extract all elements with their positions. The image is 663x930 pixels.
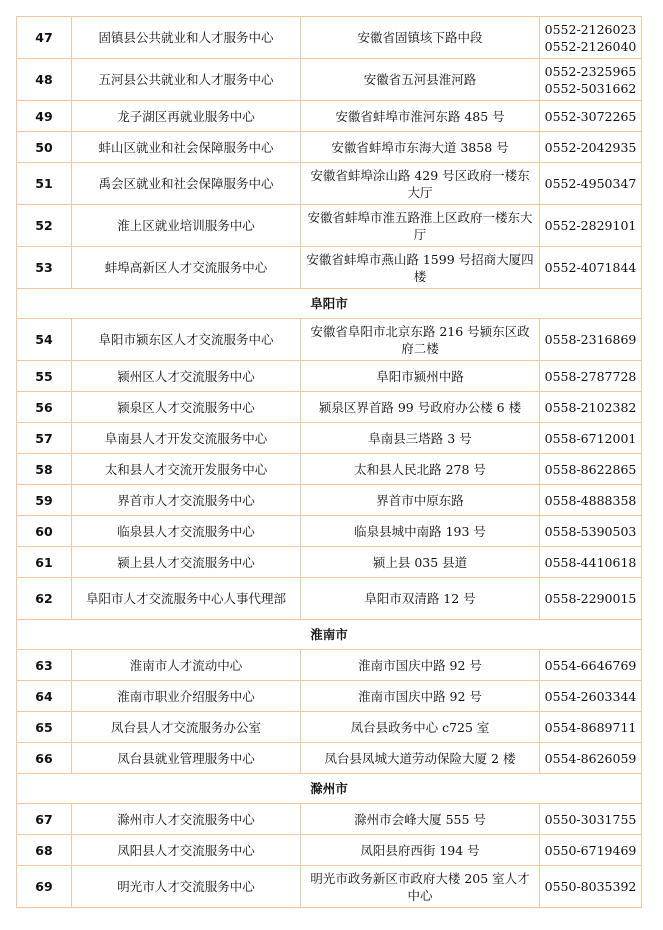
table-row (17, 804, 642, 835)
table-row (17, 485, 642, 516)
center-address: 凤台县政务中心 c725 室 (301, 712, 540, 743)
table-row (17, 423, 642, 454)
center-address: 明光市政务新区市政府大楼 205 室人才中心 (301, 866, 540, 908)
table-row (17, 319, 642, 361)
table-row (17, 743, 642, 774)
center-phone: 0552-2829101 (540, 205, 642, 247)
center-name: 固镇县公共就业和人才服务中心 (72, 17, 301, 59)
row-number: 61 (17, 547, 72, 578)
table-row (17, 835, 642, 866)
table-row (17, 59, 642, 101)
table-row (17, 392, 642, 423)
row-number: 56 (17, 392, 72, 423)
center-phone: 0552-2325965 0552-5031662 (540, 59, 642, 101)
table-row (17, 547, 642, 578)
row-number: 68 (17, 835, 72, 866)
table-row (17, 101, 642, 132)
center-phone: 0554-8689711 (540, 712, 642, 743)
center-name: 凤台县就业管理服务中心 (72, 743, 301, 774)
center-name: 明光市人才交流服务中心 (72, 866, 301, 908)
center-address: 太和县人民北路 278 号 (301, 454, 540, 485)
center-address: 颍泉区界首路 99 号政府办公楼 6 楼 (301, 392, 540, 423)
center-phone: 0552-4071844 (540, 247, 642, 289)
center-phone: 0550-8035392 (540, 866, 642, 908)
table-row (17, 247, 642, 289)
table-row (17, 454, 642, 485)
row-number: 57 (17, 423, 72, 454)
center-address: 凤台县凤城大道劳动保险大厦 2 楼 (301, 743, 540, 774)
center-address: 安徽省五河县淮河路 (301, 59, 540, 101)
center-name: 禹会区就业和社会保障服务中心 (72, 163, 301, 205)
center-phone: 0550-6719469 (540, 835, 642, 866)
table-row (17, 17, 642, 59)
row-number: 62 (17, 578, 72, 620)
center-name: 颍上县人才交流服务中心 (72, 547, 301, 578)
center-phone: 0558-4410618 (540, 547, 642, 578)
center-address: 界首市中原东路 (301, 485, 540, 516)
center-name: 淮上区就业培训服务中心 (72, 205, 301, 247)
center-phone: 0558-2102382 (540, 392, 642, 423)
row-number: 67 (17, 804, 72, 835)
table-row (17, 650, 642, 681)
city-section-title: 滁州市 (17, 774, 642, 804)
center-phone: 0552-2126023 0552-2126040 (540, 17, 642, 59)
row-number: 63 (17, 650, 72, 681)
center-name: 颍州区人才交流服务中心 (72, 361, 301, 392)
row-number: 47 (17, 17, 72, 59)
center-name: 临泉县人才交流服务中心 (72, 516, 301, 547)
row-number: 65 (17, 712, 72, 743)
row-number: 50 (17, 132, 72, 163)
center-phone: 0554-8626059 (540, 743, 642, 774)
center-address: 安徽省蚌埠市燕山路 1599 号招商大厦四楼 (301, 247, 540, 289)
table-row (17, 132, 642, 163)
center-name: 凤台县人才交流服务办公室 (72, 712, 301, 743)
row-number: 59 (17, 485, 72, 516)
table-row (17, 163, 642, 205)
table-row (17, 866, 642, 908)
center-address: 安徽省蚌埠市淮河东路 485 号 (301, 101, 540, 132)
center-phone: 0552-2042935 (540, 132, 642, 163)
center-phone: 0552-3072265 (540, 101, 642, 132)
row-number: 54 (17, 319, 72, 361)
center-address: 滁州市会峰大厦 555 号 (301, 804, 540, 835)
center-address: 阜阳市双清路 12 号 (301, 578, 540, 620)
center-name: 淮南市职业介绍服务中心 (72, 681, 301, 712)
center-name: 凤阳县人才交流服务中心 (72, 835, 301, 866)
center-name: 淮南市人才流动中心 (72, 650, 301, 681)
table-row (17, 361, 642, 392)
table-row (17, 205, 642, 247)
center-phone: 0550-3031755 (540, 804, 642, 835)
center-name: 界首市人才交流服务中心 (72, 485, 301, 516)
center-name: 龙子湖区再就业服务中心 (72, 101, 301, 132)
city-section-header (17, 289, 642, 319)
city-section-title: 阜阳市 (17, 289, 642, 319)
center-address: 临泉县城中南路 193 号 (301, 516, 540, 547)
center-phone: 0558-2290015 (540, 578, 642, 620)
center-address: 阜南县三塔路 3 号 (301, 423, 540, 454)
center-phone: 0558-2787728 (540, 361, 642, 392)
center-name: 五河县公共就业和人才服务中心 (72, 59, 301, 101)
row-number: 55 (17, 361, 72, 392)
row-number: 51 (17, 163, 72, 205)
row-number: 58 (17, 454, 72, 485)
center-name: 蚌埠高新区人才交流服务中心 (72, 247, 301, 289)
table-row (17, 681, 642, 712)
center-name: 阜阳市颍东区人才交流服务中心 (72, 319, 301, 361)
center-name: 蚌山区就业和社会保障服务中心 (72, 132, 301, 163)
row-number: 60 (17, 516, 72, 547)
city-section-header (17, 620, 642, 650)
row-number: 48 (17, 59, 72, 101)
city-section-header (17, 774, 642, 804)
center-phone: 0558-6712001 (540, 423, 642, 454)
table-row (17, 712, 642, 743)
center-address: 颍上县 035 县道 (301, 547, 540, 578)
table-row (17, 516, 642, 547)
center-address: 安徽省蚌埠市淮五路淮上区政府一楼东大厅 (301, 205, 540, 247)
center-address: 安徽省阜阳市北京东路 216 号颍东区政府二楼 (301, 319, 540, 361)
center-phone: 0558-2316869 (540, 319, 642, 361)
service-center-directory-table (16, 16, 642, 908)
row-number: 49 (17, 101, 72, 132)
center-address: 安徽省蚌埠市东海大道 3858 号 (301, 132, 540, 163)
center-address: 安徽省蚌埠涂山路 429 号区政府一楼东大厅 (301, 163, 540, 205)
row-number: 66 (17, 743, 72, 774)
center-address: 凤阳县府西街 194 号 (301, 835, 540, 866)
center-phone: 0558-5390503 (540, 516, 642, 547)
center-name: 颍泉区人才交流服务中心 (72, 392, 301, 423)
center-phone: 0554-2603344 (540, 681, 642, 712)
center-address: 淮南市国庆中路 92 号 (301, 681, 540, 712)
center-address: 阜阳市颍州中路 (301, 361, 540, 392)
center-name: 滁州市人才交流服务中心 (72, 804, 301, 835)
row-number: 53 (17, 247, 72, 289)
center-phone: 0552-4950347 (540, 163, 642, 205)
row-number: 69 (17, 866, 72, 908)
directory-table-body (17, 17, 642, 908)
city-section-title: 淮南市 (17, 620, 642, 650)
table-row (17, 578, 642, 620)
row-number: 64 (17, 681, 72, 712)
center-name: 阜阳市人才交流服务中心人事代理部 (72, 578, 301, 620)
center-phone: 0558-8622865 (540, 454, 642, 485)
center-address: 淮南市国庆中路 92 号 (301, 650, 540, 681)
center-phone: 0558-4888358 (540, 485, 642, 516)
center-address: 安徽省固镇垓下路中段 (301, 17, 540, 59)
center-phone: 0554-6646769 (540, 650, 642, 681)
center-name: 阜南县人才开发交流服务中心 (72, 423, 301, 454)
row-number: 52 (17, 205, 72, 247)
center-name: 太和县人才交流开发服务中心 (72, 454, 301, 485)
